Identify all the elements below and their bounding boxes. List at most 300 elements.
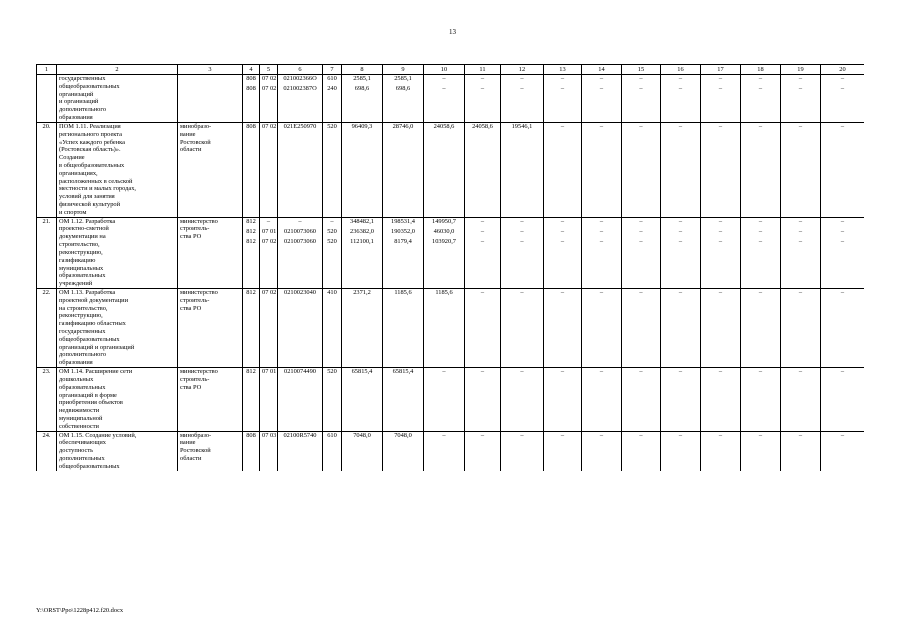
value-cell bbox=[278, 368, 323, 432]
value-cell bbox=[383, 217, 424, 288]
value-line: – bbox=[678, 217, 683, 225]
value-line: – bbox=[560, 122, 565, 130]
value-cell bbox=[701, 288, 741, 367]
value-cell bbox=[383, 431, 424, 471]
value-line: 24058,6 bbox=[433, 122, 455, 130]
value-line: – bbox=[758, 288, 763, 296]
value-line: – bbox=[520, 237, 524, 245]
event-name-cell: государственных общеобразовательных организаций и организаций дополнительного образования bbox=[57, 75, 178, 123]
table-row bbox=[37, 431, 865, 471]
value-line: – bbox=[678, 75, 683, 82]
value-line: – bbox=[639, 368, 643, 376]
value-line: – bbox=[678, 288, 683, 296]
value-cell bbox=[465, 431, 501, 471]
value-cell bbox=[323, 217, 342, 288]
header-cell: 10 bbox=[424, 65, 465, 75]
value-cell bbox=[582, 288, 622, 367]
value-line: – bbox=[758, 368, 763, 376]
value-line: – bbox=[520, 227, 524, 235]
value-cell bbox=[582, 368, 622, 432]
value-line: – bbox=[798, 75, 803, 82]
value-cell bbox=[781, 75, 821, 123]
value-line: – bbox=[599, 217, 604, 225]
value-line: 812 bbox=[246, 227, 256, 235]
value-cell bbox=[278, 431, 323, 471]
value-line: – bbox=[678, 85, 683, 92]
header-cell: 15 bbox=[622, 65, 661, 75]
value-line: 103920,7 bbox=[432, 237, 456, 245]
value-cell bbox=[741, 75, 781, 123]
value-line: 65815,4 bbox=[351, 368, 373, 376]
value-line: – bbox=[639, 75, 643, 82]
value-line: – bbox=[758, 122, 763, 130]
value-cell bbox=[622, 431, 661, 471]
header-cell: 9 bbox=[383, 65, 424, 75]
value-line: – bbox=[718, 85, 723, 92]
header-cell: 12 bbox=[501, 65, 544, 75]
header-cell: 19 bbox=[781, 65, 821, 75]
value-line: – bbox=[520, 85, 524, 92]
value-line: 520 bbox=[327, 368, 337, 376]
value-line: – bbox=[442, 85, 446, 92]
value-line: – bbox=[840, 75, 845, 82]
value-cell bbox=[501, 431, 544, 471]
value-cell bbox=[781, 288, 821, 367]
value-cell bbox=[544, 431, 582, 471]
value-line: – bbox=[678, 237, 683, 245]
value-line: – bbox=[798, 237, 803, 245]
value-line: 07 02 bbox=[262, 75, 277, 82]
value-cell bbox=[661, 75, 701, 123]
value-cell bbox=[278, 288, 323, 367]
value-line: – bbox=[718, 288, 723, 296]
value-cell bbox=[622, 75, 661, 123]
value-line: – bbox=[560, 227, 565, 235]
value-line: 07 02 bbox=[262, 122, 277, 130]
value-line: – bbox=[599, 237, 604, 245]
value-cell bbox=[323, 431, 342, 471]
value-line: 236382,0 bbox=[350, 227, 374, 235]
value-line: – bbox=[639, 227, 643, 235]
table-row bbox=[37, 75, 865, 123]
value-cell bbox=[342, 288, 383, 367]
value-line: – bbox=[840, 217, 845, 225]
value-cell bbox=[582, 122, 622, 217]
value-line: 1185,6 bbox=[394, 288, 412, 296]
value-line: – bbox=[718, 227, 723, 235]
value-cell bbox=[424, 122, 465, 217]
value-line: – bbox=[599, 368, 604, 376]
value-line: 812 bbox=[246, 217, 256, 225]
value-line: – bbox=[560, 85, 565, 92]
value-cell bbox=[278, 75, 323, 123]
value-cell bbox=[243, 122, 260, 217]
value-line: – bbox=[840, 237, 845, 245]
value-cell bbox=[741, 288, 781, 367]
value-cell bbox=[661, 288, 701, 367]
value-line: 2585,1 bbox=[394, 75, 412, 82]
value-line: 7048,0 bbox=[394, 431, 412, 439]
value-line: – bbox=[718, 75, 723, 82]
value-line: – bbox=[639, 217, 643, 225]
value-cell bbox=[383, 75, 424, 123]
value-line: – bbox=[840, 288, 845, 296]
value-cell bbox=[661, 122, 701, 217]
table-row bbox=[37, 122, 865, 217]
value-line: – bbox=[560, 431, 565, 439]
value-line: 1185,6 bbox=[435, 288, 453, 296]
value-cell bbox=[622, 217, 661, 288]
value-cell bbox=[260, 431, 278, 471]
value-line: – bbox=[678, 122, 683, 130]
value-cell bbox=[383, 122, 424, 217]
row-number-cell: 24. bbox=[37, 431, 57, 471]
value-cell bbox=[278, 217, 323, 288]
value-line: 2585,1 bbox=[353, 75, 371, 82]
value-line: 24058,6 bbox=[472, 122, 493, 130]
value-line: – bbox=[560, 368, 565, 376]
value-line: – bbox=[718, 368, 723, 376]
header-cell: 5 bbox=[260, 65, 278, 75]
value-line: 96409,3 bbox=[351, 122, 373, 130]
value-line: 149950,7 bbox=[432, 217, 456, 225]
table-row bbox=[37, 288, 865, 367]
value-cell bbox=[260, 288, 278, 367]
value-line: 2371,2 bbox=[353, 288, 371, 296]
value-cell bbox=[424, 288, 465, 367]
value-line: – bbox=[678, 227, 683, 235]
value-line: – bbox=[520, 75, 524, 82]
value-cell bbox=[424, 431, 465, 471]
value-line: 348482,1 bbox=[350, 217, 374, 225]
header-cell: 6 bbox=[278, 65, 323, 75]
value-cell bbox=[741, 431, 781, 471]
value-line: 28746,0 bbox=[392, 122, 414, 130]
value-cell bbox=[781, 122, 821, 217]
value-cell bbox=[661, 431, 701, 471]
value-line: – bbox=[840, 227, 845, 235]
value-cell bbox=[741, 368, 781, 432]
value-line: 520 bbox=[327, 237, 337, 245]
value-cell bbox=[342, 368, 383, 432]
executor-cell: министерство строитель- ства РО bbox=[178, 217, 243, 288]
value-line: 8179,4 bbox=[394, 237, 412, 245]
value-line: 02100R5740 bbox=[283, 431, 317, 439]
value-cell bbox=[544, 217, 582, 288]
value-line: – bbox=[560, 75, 565, 82]
value-cell bbox=[278, 122, 323, 217]
value-line: – bbox=[798, 431, 803, 439]
value-line: 46030,0 bbox=[433, 227, 455, 235]
value-cell bbox=[465, 122, 501, 217]
value-line: – bbox=[678, 431, 683, 439]
value-line: 410 bbox=[327, 288, 337, 296]
budget-table bbox=[36, 64, 864, 471]
header-cell: 11 bbox=[465, 65, 501, 75]
value-line: 610 bbox=[327, 431, 337, 439]
value-cell bbox=[243, 368, 260, 432]
value-cell bbox=[821, 368, 865, 432]
page-number: 13 bbox=[449, 28, 456, 36]
value-line: 698,6 bbox=[395, 85, 411, 92]
value-line: 808 bbox=[246, 75, 256, 82]
value-cell bbox=[323, 122, 342, 217]
value-cell bbox=[342, 75, 383, 123]
value-cell bbox=[243, 288, 260, 367]
header-cell: 16 bbox=[661, 65, 701, 75]
header-cell: 14 bbox=[582, 65, 622, 75]
value-line: 190352,0 bbox=[391, 227, 415, 235]
value-line: – bbox=[798, 227, 803, 235]
event-name-cell: ОМ 1.12. Разработка проектно-сметной документации на строительство, реконструкцию, газификацию муниципальных образовательных учреждений bbox=[57, 217, 178, 288]
value-cell bbox=[465, 368, 501, 432]
value-cell bbox=[501, 217, 544, 288]
header-cell: 4 bbox=[243, 65, 260, 75]
header-cell: 3 bbox=[178, 65, 243, 75]
row-number-cell: 21. bbox=[37, 217, 57, 288]
value-line: 0210073060 bbox=[284, 237, 316, 245]
header-cell: 8 bbox=[342, 65, 383, 75]
value-cell bbox=[260, 217, 278, 288]
row-number-cell: 22. bbox=[37, 288, 57, 367]
value-line: – bbox=[798, 217, 803, 225]
value-line: – bbox=[798, 368, 803, 376]
executor-cell: минобразо- вание Ростовской области bbox=[178, 122, 243, 217]
value-cell bbox=[661, 217, 701, 288]
value-line: 07 01 bbox=[262, 227, 277, 235]
header-cell: 7 bbox=[323, 65, 342, 75]
value-line: – bbox=[442, 431, 446, 439]
value-line: 7048,0 bbox=[353, 431, 371, 439]
value-cell bbox=[544, 368, 582, 432]
value-line: – bbox=[639, 431, 643, 439]
event-name-cell: ПОМ 1.11. Реализация регионального проекта «Успех каждого ребенка (Ростовская область)». Создание в общеобразовательных организациях, расположенных в сельской местности и малых городах, условий для занятия физической культурой и спортом bbox=[57, 122, 178, 217]
value-cell bbox=[622, 368, 661, 432]
value-line: – bbox=[758, 217, 763, 225]
header-cell: 2 bbox=[57, 65, 178, 75]
value-cell bbox=[465, 217, 501, 288]
value-line: – bbox=[480, 227, 485, 235]
value-cell bbox=[260, 75, 278, 123]
value-line: – bbox=[599, 122, 604, 130]
value-line: – bbox=[330, 217, 334, 225]
value-line: – bbox=[639, 288, 643, 296]
value-line: – bbox=[480, 85, 485, 92]
value-cell bbox=[465, 288, 501, 367]
value-cell bbox=[701, 431, 741, 471]
value-line: – bbox=[840, 122, 845, 130]
value-line: – bbox=[599, 85, 604, 92]
value-line: – bbox=[639, 122, 643, 130]
value-cell bbox=[424, 75, 465, 123]
value-line: – bbox=[480, 217, 485, 225]
value-line: – bbox=[599, 431, 604, 439]
value-cell bbox=[342, 217, 383, 288]
value-line: – bbox=[840, 431, 845, 439]
value-cell bbox=[701, 75, 741, 123]
value-line: – bbox=[480, 368, 485, 376]
value-cell bbox=[342, 431, 383, 471]
value-line: – bbox=[480, 237, 485, 245]
value-line: – bbox=[718, 237, 723, 245]
value-line: – bbox=[678, 368, 683, 376]
value-cell bbox=[701, 217, 741, 288]
value-cell bbox=[582, 217, 622, 288]
value-cell bbox=[661, 368, 701, 432]
value-line: – bbox=[599, 227, 604, 235]
value-line: – bbox=[560, 237, 565, 245]
value-cell bbox=[465, 75, 501, 123]
value-line: – bbox=[442, 75, 446, 82]
value-line: – bbox=[718, 431, 723, 439]
column-number-row bbox=[37, 65, 865, 75]
executor-cell: министерство строитель- ства РО bbox=[178, 368, 243, 432]
value-cell bbox=[781, 431, 821, 471]
value-line: 808 bbox=[246, 85, 256, 92]
footer-file-path: Y:\ORST\Ppo\1228p412.f20.docx bbox=[36, 607, 124, 614]
event-name-cell: ОМ 1.13. Разработка проектной документации на строительство, реконструкцию, газификацию областных государственных общеобразовательных организаций и организаций дополнительного образования bbox=[57, 288, 178, 367]
event-name-cell: ОМ 1.15. Создание условий, обеспечивающих доступность дополнительных общеобразовательных bbox=[57, 431, 178, 471]
value-cell bbox=[781, 217, 821, 288]
value-line: – bbox=[758, 431, 763, 439]
row-number-cell: 20. bbox=[37, 122, 57, 217]
value-line: – bbox=[520, 288, 524, 296]
value-cell bbox=[424, 368, 465, 432]
table-row bbox=[37, 217, 865, 288]
value-line: 0210023040 bbox=[284, 288, 316, 296]
value-line: – bbox=[639, 237, 643, 245]
value-cell bbox=[243, 217, 260, 288]
value-cell bbox=[501, 368, 544, 432]
table-body bbox=[37, 75, 865, 471]
value-line: 07 01 bbox=[262, 368, 277, 376]
value-line: 240 bbox=[327, 85, 337, 92]
value-line: 07 03 bbox=[262, 431, 277, 439]
value-line: – bbox=[520, 217, 524, 225]
header-cell: 1 bbox=[37, 65, 57, 75]
value-line: 021002366О bbox=[283, 75, 317, 82]
value-line: – bbox=[298, 217, 302, 225]
value-cell bbox=[741, 122, 781, 217]
value-cell bbox=[323, 288, 342, 367]
executor-cell: минобразо- вание Ростовской области bbox=[178, 431, 243, 471]
value-cell bbox=[701, 368, 741, 432]
value-cell bbox=[544, 75, 582, 123]
value-line: – bbox=[758, 227, 763, 235]
executor-cell: министерство строитель- ства РО bbox=[178, 288, 243, 367]
value-line: – bbox=[639, 85, 643, 92]
value-cell bbox=[243, 431, 260, 471]
value-cell bbox=[501, 288, 544, 367]
value-line: – bbox=[798, 288, 803, 296]
value-line: – bbox=[798, 122, 803, 130]
value-line: 07 02 bbox=[262, 237, 277, 245]
value-cell bbox=[701, 122, 741, 217]
value-cell bbox=[323, 75, 342, 123]
value-line: – bbox=[718, 217, 723, 225]
value-line: – bbox=[560, 217, 565, 225]
table-row bbox=[37, 368, 865, 432]
value-cell bbox=[501, 75, 544, 123]
value-cell bbox=[424, 217, 465, 288]
value-cell bbox=[622, 288, 661, 367]
value-line: – bbox=[480, 288, 485, 296]
value-line: – bbox=[758, 75, 763, 82]
value-line: – bbox=[480, 431, 485, 439]
header-cell: 18 bbox=[741, 65, 781, 75]
value-cell bbox=[781, 368, 821, 432]
value-line: – bbox=[599, 75, 604, 82]
value-cell bbox=[383, 288, 424, 367]
value-line: 808 bbox=[246, 431, 256, 439]
value-cell bbox=[582, 431, 622, 471]
value-line: 520 bbox=[327, 227, 337, 235]
row-number-cell bbox=[37, 75, 57, 123]
value-line: 021E250970 bbox=[283, 122, 317, 130]
value-cell bbox=[260, 368, 278, 432]
value-line: – bbox=[718, 122, 723, 130]
value-line: 112100,1 bbox=[350, 237, 374, 245]
value-cell bbox=[821, 288, 865, 367]
value-cell bbox=[544, 122, 582, 217]
value-line: – bbox=[520, 431, 524, 439]
value-line: – bbox=[840, 368, 845, 376]
value-cell bbox=[821, 75, 865, 123]
value-line: 610 bbox=[327, 75, 337, 82]
value-line: – bbox=[798, 85, 803, 92]
value-line: 0210073060 bbox=[284, 227, 316, 235]
value-line: 520 bbox=[327, 122, 337, 130]
value-line: 812 bbox=[246, 288, 256, 296]
value-cell bbox=[342, 122, 383, 217]
value-line: 808 bbox=[246, 122, 256, 130]
header-cell: 17 bbox=[701, 65, 741, 75]
value-line: – bbox=[480, 75, 485, 82]
value-cell bbox=[501, 122, 544, 217]
value-line: 07 02 bbox=[262, 288, 277, 296]
value-line: – bbox=[758, 237, 763, 245]
value-line: – bbox=[560, 288, 565, 296]
value-line: 812 bbox=[246, 368, 256, 376]
value-cell bbox=[821, 431, 865, 471]
value-cell bbox=[821, 122, 865, 217]
event-name-cell: ОМ 1.14. Расширение сети дошкольных образовательных организаций в форме приобретения объектов недвижимости муниципальной собственности bbox=[57, 368, 178, 432]
value-line: – bbox=[520, 368, 524, 376]
value-line: 19546,1 bbox=[511, 122, 533, 130]
value-cell bbox=[582, 75, 622, 123]
value-line: 198531,4 bbox=[391, 217, 415, 225]
value-line: 07 02 bbox=[262, 85, 277, 92]
value-line: 812 bbox=[246, 237, 256, 245]
value-line: – bbox=[442, 368, 446, 376]
value-line: 0210074490 bbox=[284, 368, 316, 376]
value-cell bbox=[260, 122, 278, 217]
row-number-cell: 23. bbox=[37, 368, 57, 432]
value-cell bbox=[383, 368, 424, 432]
header-cell: 20 bbox=[821, 65, 865, 75]
value-line: 021002387О bbox=[283, 85, 317, 92]
value-line: – bbox=[840, 85, 845, 92]
value-cell bbox=[544, 288, 582, 367]
value-cell bbox=[323, 368, 342, 432]
header-cell: 13 bbox=[544, 65, 582, 75]
value-cell bbox=[622, 122, 661, 217]
value-cell bbox=[821, 217, 865, 288]
value-cell bbox=[741, 217, 781, 288]
value-line: 698,6 bbox=[354, 85, 370, 92]
budget-table-container bbox=[36, 64, 864, 604]
value-line: – bbox=[758, 85, 763, 92]
